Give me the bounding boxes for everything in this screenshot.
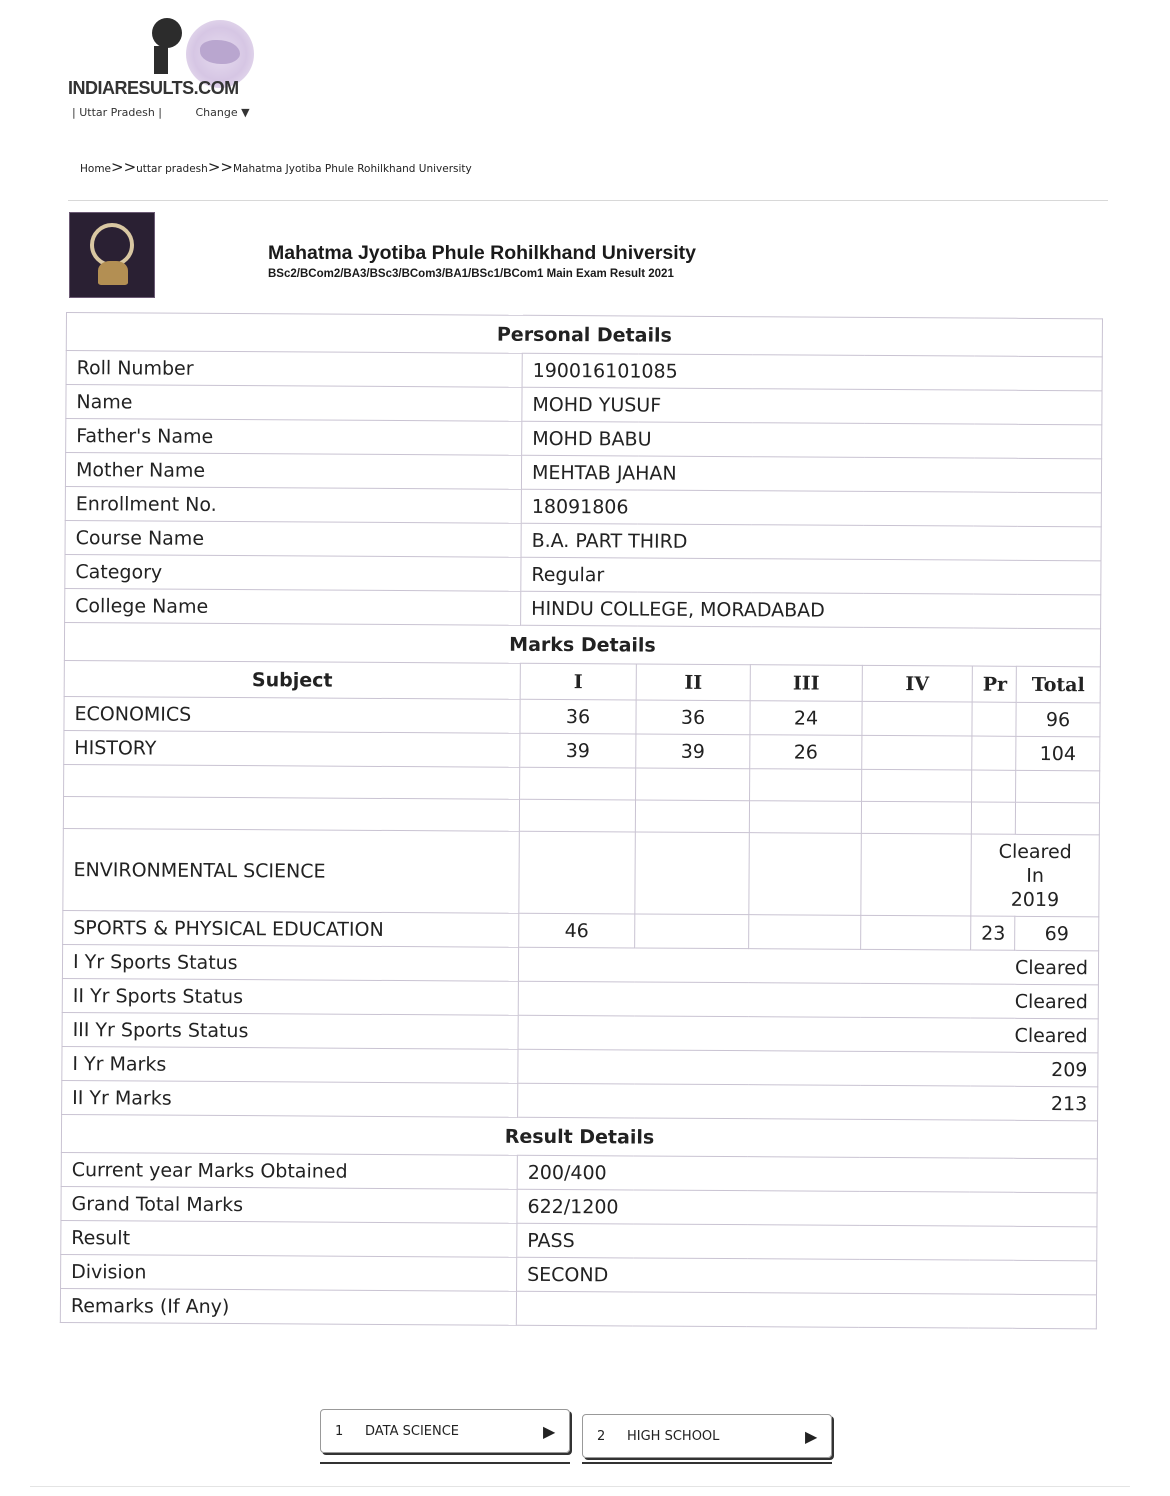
row-value: B.A. PART THIRD [521,523,1101,561]
row-label: II Yr Sports Status [62,978,518,1015]
col-subject: Subject [64,660,520,699]
row-value: 200/400 [517,1155,1097,1193]
result-details-heading: Result Details [61,1114,1097,1158]
row-value: 622/1200 [517,1189,1097,1227]
row-value: 190016101085 [522,353,1102,391]
row-value: HINDU COLLEGE, MORADABAD [521,591,1101,629]
university-logo [69,212,155,298]
table-row [63,828,1100,916]
paper-3-marks: 24 [750,701,862,736]
state-name: | Uttar Pradesh | [72,106,162,119]
row-value: MOHD YUSUF [522,387,1102,425]
col-paper-4: IV [862,665,972,702]
row-label: Grand Total Marks [61,1186,517,1223]
row-label: Roll Number [66,351,522,388]
row-label: Current year Marks Obtained [61,1152,517,1189]
bottom-divider [30,1486,1130,1487]
marks-details-heading: Marks Details [64,622,1100,666]
row-label: Mother Name [65,453,521,490]
nav-number: 1 [335,1423,344,1439]
paper-3-marks: 26 [750,735,862,770]
paper-1-marks: 39 [520,733,636,768]
nav-button-stub [582,1462,832,1472]
logo-i-icon [144,16,184,76]
row-label: Name [66,385,522,422]
col-practical: Pr [972,666,1016,702]
nav-label: HIGH SCHOOL [627,1428,720,1444]
university-title: Mahatma Jyotiba Phule Rohilkhand University [268,242,697,264]
row-value: Cleared [518,1015,1098,1053]
total-marks: 69 [1015,916,1099,951]
paper-4-marks [862,735,972,770]
play-arrow-icon: ▶ [805,1426,818,1446]
practical-marks [972,736,1016,770]
practical-marks: 23 [971,916,1015,950]
row-label: Result [61,1220,517,1257]
env-cleared-status: Cleared In 2019 [971,834,1100,917]
row-value: MOHD BABU [522,421,1102,459]
exam-subtitle: BSc2/BCom2/BA3/BSc3/BCom3/BA1/BSc1/BCom1 Main Exam Result 2021 [268,268,674,280]
site-logo[interactable] [68,16,254,98]
row-label: Enrollment No. [65,486,521,523]
site-logo-text: INDIARESULTS.COM [68,78,239,98]
row-label: Remarks (If Any) [60,1288,516,1325]
row-label: Course Name [65,520,521,557]
nav-label: DATA SCIENCE [365,1423,460,1439]
row-value: 18091806 [521,489,1101,527]
row-label: II Yr Marks [62,1080,518,1117]
practical-marks [972,702,1016,736]
row-value: 209 [518,1049,1098,1087]
row-label: Category [65,554,521,591]
row-value [516,1291,1096,1329]
row-label: Division [61,1254,517,1291]
breadcrumb-separator: >> [207,158,233,176]
row-value: SECOND [517,1257,1097,1295]
row-value: Regular [521,557,1101,595]
row-value: Cleared [518,981,1098,1019]
row-label: I Yr Marks [62,1046,518,1083]
breadcrumb-university[interactable]: Mahatma Jyotiba Phule Rohilkhand University [232,163,472,175]
row-value: Cleared [518,947,1098,985]
hand-icon [98,261,128,285]
result-table [60,312,1103,1329]
col-paper-1: I [520,663,636,700]
row-label: Father's Name [66,419,522,456]
paper-1-marks: 46 [519,913,635,948]
subject-name: ENVIRONMENTAL SCIENCE [63,828,519,913]
breadcrumb-state[interactable]: uttar pradesh [136,163,208,175]
header-divider [68,200,1108,201]
row-label: College Name [65,588,521,625]
paper-2-marks: 39 [636,734,750,769]
nav-number: 2 [597,1428,606,1444]
nav-button-high-school[interactable] [582,1414,832,1458]
total-marks: 96 [1016,702,1100,737]
table-row [60,1288,1096,1328]
change-state-link[interactable]: Change ▼ [195,106,250,119]
row-value: MEHTAB JAHAN [521,455,1101,493]
nav-button-stub [320,1462,570,1472]
row-label: III Yr Sports Status [62,1012,518,1049]
row-value: 213 [518,1083,1098,1121]
breadcrumb-home[interactable]: Home [80,163,112,175]
personal-details-heading: Personal Details [66,313,1102,357]
col-paper-2: II [636,664,750,701]
row-value: PASS [517,1223,1097,1261]
subject-name: ECONOMICS [64,696,520,733]
play-arrow-icon: ▶ [543,1421,556,1441]
nav-button-data-science[interactable] [320,1409,570,1453]
paper-2-marks: 36 [636,700,750,735]
col-paper-3: III [750,665,862,702]
breadcrumb-separator: >> [111,158,137,176]
row-label: I Yr Sports Status [62,944,518,981]
total-marks: 104 [1016,736,1100,771]
state-selector [72,106,250,119]
breadcrumb [80,158,472,176]
subject-name: SPORTS & PHYSICAL EDUCATION [63,910,519,947]
paper-1-marks: 36 [520,699,636,734]
subject-name: HISTORY [64,730,520,767]
col-total: Total [1016,666,1100,703]
paper-4-marks [862,701,972,736]
